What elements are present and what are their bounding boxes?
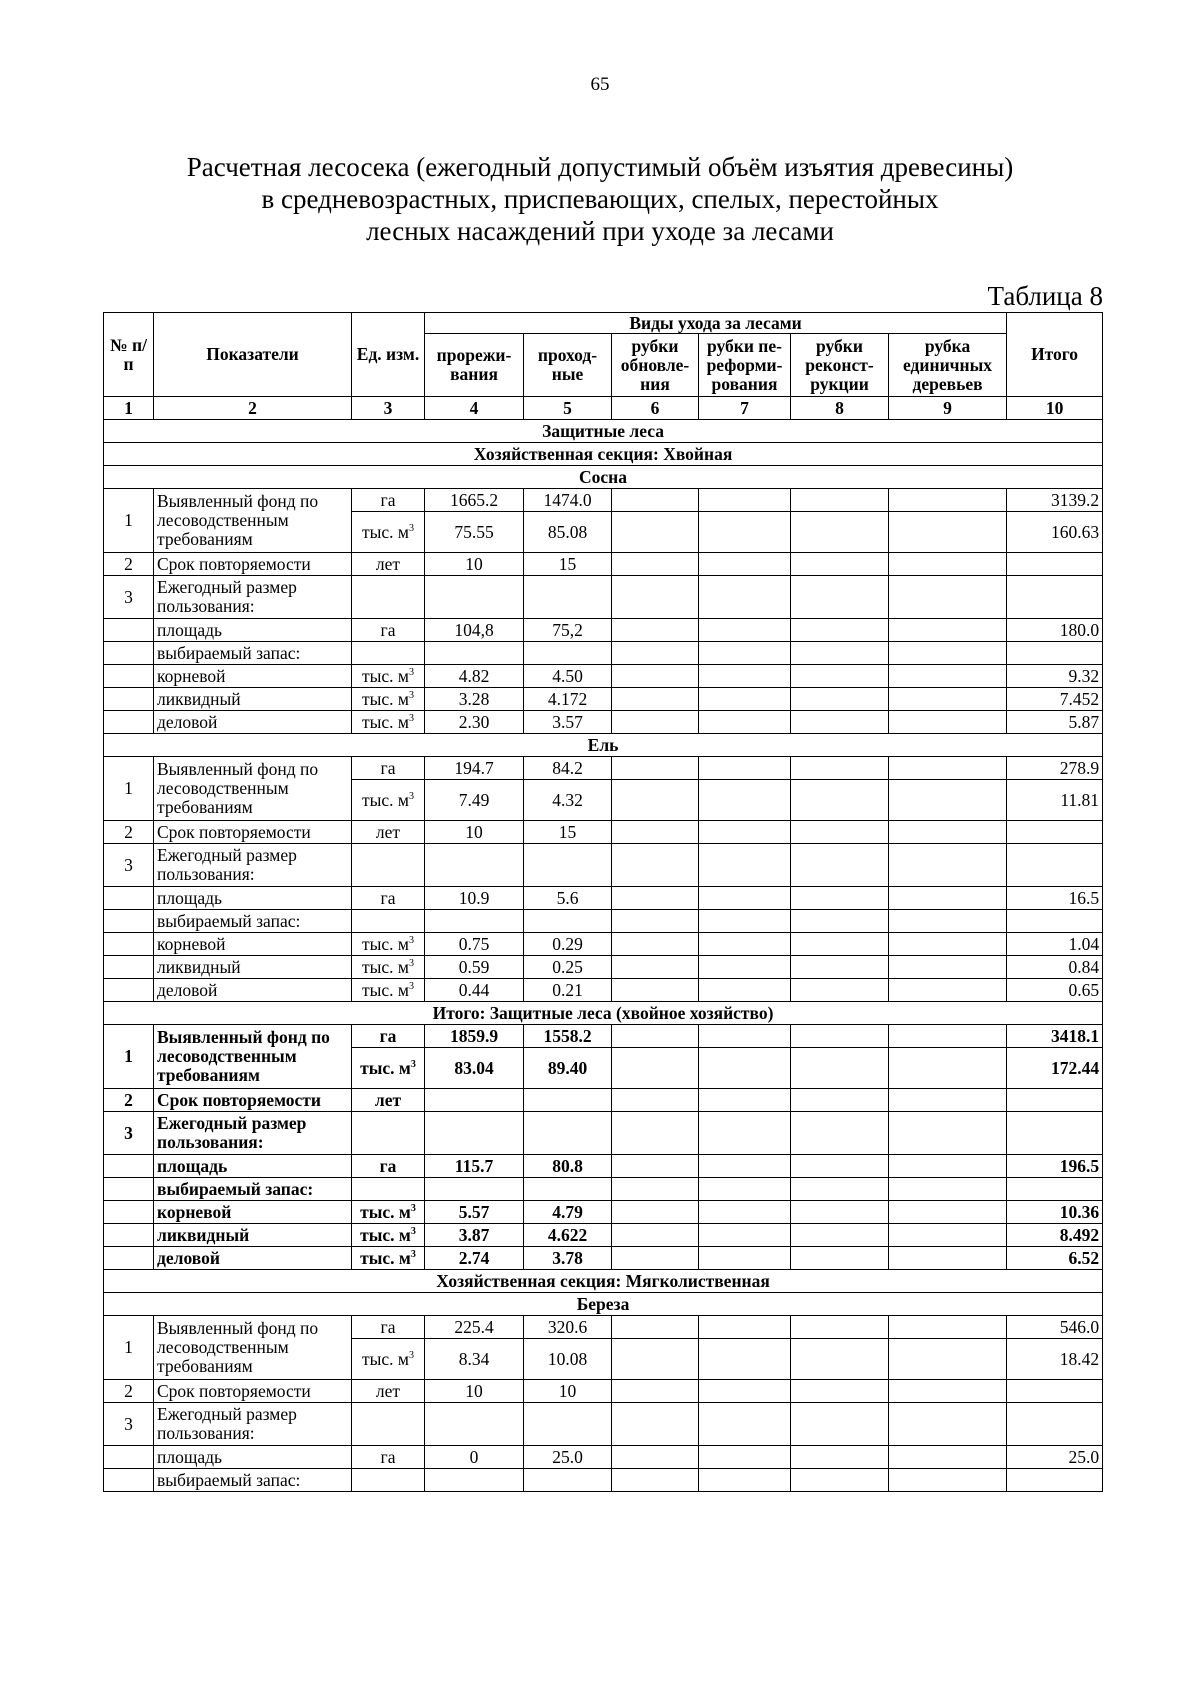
section-row [104, 420, 1103, 443]
value-cell: 0.21 [524, 979, 612, 1002]
section-row [104, 1270, 1103, 1293]
header-type-reforming: рубки пе-реформи-рования [699, 334, 791, 397]
unit-cell: га [352, 1446, 425, 1469]
value-cell: 8.34 [425, 1339, 524, 1380]
row-label: деловой [154, 711, 352, 734]
value-cell: 115.7 [425, 1155, 524, 1178]
unit-cell: тыс. $м^3$ [352, 780, 425, 821]
table-row [104, 1089, 1103, 1112]
col-number: 5 [524, 397, 612, 420]
row-label: Срок повторяемости [154, 1089, 352, 1112]
value-cell: 0.25 [524, 956, 612, 979]
page-title [0, 151, 1200, 247]
row-label: Срок повторяемости [154, 1380, 352, 1403]
row-label: Ежегодный размер пользования: [154, 844, 352, 887]
header-row-1 [104, 313, 1103, 334]
unit-cell: га [352, 887, 425, 910]
row-label: корневой [154, 933, 352, 956]
row-number: 3 [104, 1112, 154, 1155]
row-label: корневой [154, 665, 352, 688]
total-cell: 3418.1 [1007, 1025, 1103, 1048]
total-cell: 160.63 [1007, 512, 1103, 553]
value-cell: 1665.2 [425, 489, 524, 512]
value-cell: 2.74 [425, 1247, 524, 1270]
row-number: 1 [104, 757, 154, 821]
row-label: выбираемый запас: [154, 1178, 352, 1201]
col-number: 1 [104, 397, 154, 420]
row-label: площадь [154, 1155, 352, 1178]
total-cell: 16.5 [1007, 887, 1103, 910]
value-cell: 7.49 [425, 780, 524, 821]
column-numbers-row [104, 397, 1103, 420]
value-cell: 15 [524, 553, 612, 576]
row-number: 2 [104, 821, 154, 844]
table-row [104, 553, 1103, 576]
value-cell: 80.8 [524, 1155, 612, 1178]
table-row [104, 642, 1103, 665]
unit-cell: га [352, 1025, 425, 1048]
unit-cell: га [352, 757, 425, 780]
table-row [104, 844, 1103, 887]
unit-cell: тыс. $м^3$ [352, 688, 425, 711]
value-cell: 194.7 [425, 757, 524, 780]
header-num: № п/п [104, 313, 154, 397]
total-cell: 196.5 [1007, 1155, 1103, 1178]
value-cell: 0.29 [524, 933, 612, 956]
table-row [104, 821, 1103, 844]
row-number: 2 [104, 1089, 154, 1112]
section-row [104, 466, 1103, 489]
unit-cell: га [352, 1316, 425, 1339]
table-row [104, 1316, 1103, 1339]
col-number: 6 [612, 397, 699, 420]
value-cell: 10 [425, 821, 524, 844]
row-label: деловой [154, 1247, 352, 1270]
species-pine: Сосна [104, 466, 1103, 489]
unit-cell: га [352, 619, 425, 642]
unit-cell: тыс. $м^3$ [352, 512, 425, 553]
row-label: Ежегодный размер пользования: [154, 576, 352, 619]
table-row [104, 1446, 1103, 1469]
section-total-protective: Итого: Защитные леса (хвойное хозяйство) [104, 1002, 1103, 1025]
header-indicator: Показатели [154, 313, 352, 397]
table-row [104, 576, 1103, 619]
total-cell: 7.452 [1007, 688, 1103, 711]
value-cell: 3.78 [524, 1247, 612, 1270]
section-coniferous: Хозяйственная секция: Хвойная [104, 443, 1103, 466]
value-cell: 4.32 [524, 780, 612, 821]
total-cell: 546.0 [1007, 1316, 1103, 1339]
value-cell: 4.82 [425, 665, 524, 688]
row-label: корневой [154, 1201, 352, 1224]
unit-cell: лет [352, 553, 425, 576]
section-row [104, 1293, 1103, 1316]
table-row [104, 1201, 1103, 1224]
total-cell: 1.04 [1007, 933, 1103, 956]
value-cell: 10 [425, 553, 524, 576]
row-label: площадь [154, 1446, 352, 1469]
value-cell: 1474.0 [524, 489, 612, 512]
row-label: Выявленный фонд по лесоводственным требованиям [154, 489, 352, 553]
table-row [104, 1469, 1103, 1492]
total-cell: 3139.2 [1007, 489, 1103, 512]
total-cell: 172.44 [1007, 1048, 1103, 1089]
title-line-1: Расчетная лесосека (ежегодный допустимый объём изъятия древесины) [186, 152, 1014, 182]
unit-cell: га [352, 489, 425, 512]
row-label: Выявленный фонд по лесоводственным требованиям [154, 1316, 352, 1380]
total-cell: 11.81 [1007, 780, 1103, 821]
unit-cell: га [352, 1155, 425, 1178]
row-label: Срок повторяемости [154, 553, 352, 576]
section-row [104, 734, 1103, 757]
unit-cell: тыс. $м^3$ [352, 1224, 425, 1247]
row-label: площадь [154, 887, 352, 910]
value-cell: 89.40 [524, 1048, 612, 1089]
total-cell: 6.52 [1007, 1247, 1103, 1270]
header-type-passing: проход-ные [524, 334, 612, 397]
value-cell: 0 [425, 1446, 524, 1469]
unit-cell: лет [352, 1380, 425, 1403]
col-number: 9 [889, 397, 1007, 420]
row-number: 3 [104, 576, 154, 619]
row-label: ликвидный [154, 1224, 352, 1247]
species-birch: Береза [104, 1293, 1103, 1316]
unit-cell: тыс. $м^3$ [352, 1247, 425, 1270]
unit-cell: тыс. $м^3$ [352, 665, 425, 688]
value-cell: 75,2 [524, 619, 612, 642]
row-label: Срок повторяемости [154, 821, 352, 844]
value-cell: 0.59 [425, 956, 524, 979]
row-label: выбираемый запас: [154, 910, 352, 933]
unit-cell: тыс. $м^3$ [352, 1339, 425, 1380]
value-cell: 15 [524, 821, 612, 844]
table-row [104, 956, 1103, 979]
value-cell: 4.50 [524, 665, 612, 688]
table-row [104, 1224, 1103, 1247]
row-number: 1 [104, 489, 154, 553]
unit-cell: лет [352, 1089, 425, 1112]
table-row [104, 757, 1103, 780]
table-row [104, 1247, 1103, 1270]
row-label: Ежегодный размер пользования: [154, 1112, 352, 1155]
total-cell: 5.87 [1007, 711, 1103, 734]
row-number: 2 [104, 1380, 154, 1403]
section-row [104, 1002, 1103, 1025]
header-total: Итого [1007, 313, 1103, 397]
total-cell: 18.42 [1007, 1339, 1103, 1380]
table-caption: Таблица 8 [987, 281, 1103, 311]
section-softwood: Хозяйственная секция: Мягколиственная [104, 1270, 1103, 1293]
row-number: 1 [104, 1025, 154, 1089]
unit-cell: лет [352, 821, 425, 844]
row-label: Выявленный фонд по лесоводственным требованиям [154, 757, 352, 821]
title-line-2: в средневозрастных, приспевающих, спелых, перестойных [261, 184, 939, 214]
total-cell: 10.36 [1007, 1201, 1103, 1224]
table-row [104, 688, 1103, 711]
row-number: 3 [104, 844, 154, 887]
value-cell: 3.57 [524, 711, 612, 734]
table-row [104, 1112, 1103, 1155]
value-cell: 225.4 [425, 1316, 524, 1339]
value-cell: 0.75 [425, 933, 524, 956]
table-row [104, 711, 1103, 734]
value-cell: 104,8 [425, 619, 524, 642]
header-type-single-trees: рубка единичных деревьев [889, 334, 1007, 397]
value-cell: 4.622 [524, 1224, 612, 1247]
total-cell: 180.0 [1007, 619, 1103, 642]
table-row [104, 1178, 1103, 1201]
col-number: 8 [791, 397, 889, 420]
unit-cell: тыс. $м^3$ [352, 979, 425, 1002]
row-label: ликвидный [154, 956, 352, 979]
title-line-3: лесных насаждений при уходе за лесами [366, 216, 834, 246]
row-number: 3 [104, 1403, 154, 1446]
row-number: 2 [104, 553, 154, 576]
col-number: 10 [1007, 397, 1103, 420]
unit-cell: тыс. $м^3$ [352, 1048, 425, 1089]
row-label: площадь [154, 619, 352, 642]
value-cell: 4.172 [524, 688, 612, 711]
col-number: 3 [352, 397, 425, 420]
value-cell: 10.08 [524, 1339, 612, 1380]
total-cell: 0.84 [1007, 956, 1103, 979]
row-label: Ежегодный размер пользования: [154, 1403, 352, 1446]
table-row [104, 619, 1103, 642]
value-cell: 0.44 [425, 979, 524, 1002]
table-row [104, 665, 1103, 688]
col-number: 2 [154, 397, 352, 420]
col-number: 4 [425, 397, 524, 420]
value-cell: 84.2 [524, 757, 612, 780]
table-row [104, 933, 1103, 956]
value-cell: 5.6 [524, 887, 612, 910]
header-type-reconstruction: рубки реконст-рукции [791, 334, 889, 397]
total-cell: 278.9 [1007, 757, 1103, 780]
value-cell: 5.57 [425, 1201, 524, 1224]
unit-cell: тыс. $м^3$ [352, 1201, 425, 1224]
section-row [104, 443, 1103, 466]
table-row [104, 1380, 1103, 1403]
harvest-table [103, 312, 1103, 1492]
table-row [104, 1025, 1103, 1048]
value-cell: 320.6 [524, 1316, 612, 1339]
table-row [104, 1155, 1103, 1178]
species-spruce: Ель [104, 734, 1103, 757]
section-protective: Защитные леса [104, 420, 1103, 443]
value-cell: 10 [524, 1380, 612, 1403]
unit-cell: тыс. $м^3$ [352, 933, 425, 956]
table-row [104, 1403, 1103, 1446]
row-label: ликвидный [154, 688, 352, 711]
row-number: 1 [104, 1316, 154, 1380]
value-cell: 1558.2 [524, 1025, 612, 1048]
header-type-renewal: рубки обновле-ния [612, 334, 699, 397]
value-cell: 25.0 [524, 1446, 612, 1469]
row-label: Выявленный фонд по лесоводственным требованиям [154, 1025, 352, 1089]
row-label: выбираемый запас: [154, 1469, 352, 1492]
unit-cell: тыс. $м^3$ [352, 711, 425, 734]
value-cell: 10.9 [425, 887, 524, 910]
value-cell: 1859.9 [425, 1025, 524, 1048]
value-cell: 3.87 [425, 1224, 524, 1247]
value-cell: 10 [425, 1380, 524, 1403]
table-row [104, 887, 1103, 910]
table-row [104, 489, 1103, 512]
total-cell: 8.492 [1007, 1224, 1103, 1247]
value-cell: 4.79 [524, 1201, 612, 1224]
total-cell: 0.65 [1007, 979, 1103, 1002]
row-label: деловой [154, 979, 352, 1002]
table-row [104, 979, 1103, 1002]
total-cell: 25.0 [1007, 1446, 1103, 1469]
total-cell: 9.32 [1007, 665, 1103, 688]
col-number: 7 [699, 397, 791, 420]
header-unit: Ед. изм. [352, 313, 425, 397]
page-number: 65 [590, 74, 610, 95]
value-cell: 2.30 [425, 711, 524, 734]
table-row [104, 910, 1103, 933]
value-cell: 83.04 [425, 1048, 524, 1089]
row-label: выбираемый запас: [154, 642, 352, 665]
value-cell: 3.28 [425, 688, 524, 711]
header-type-thinning: прорежи-вания [425, 334, 524, 397]
unit-cell: тыс. $м^3$ [352, 956, 425, 979]
value-cell: 75.55 [425, 512, 524, 553]
value-cell: 85.08 [524, 512, 612, 553]
header-group: Виды ухода за лесами [425, 313, 1007, 334]
